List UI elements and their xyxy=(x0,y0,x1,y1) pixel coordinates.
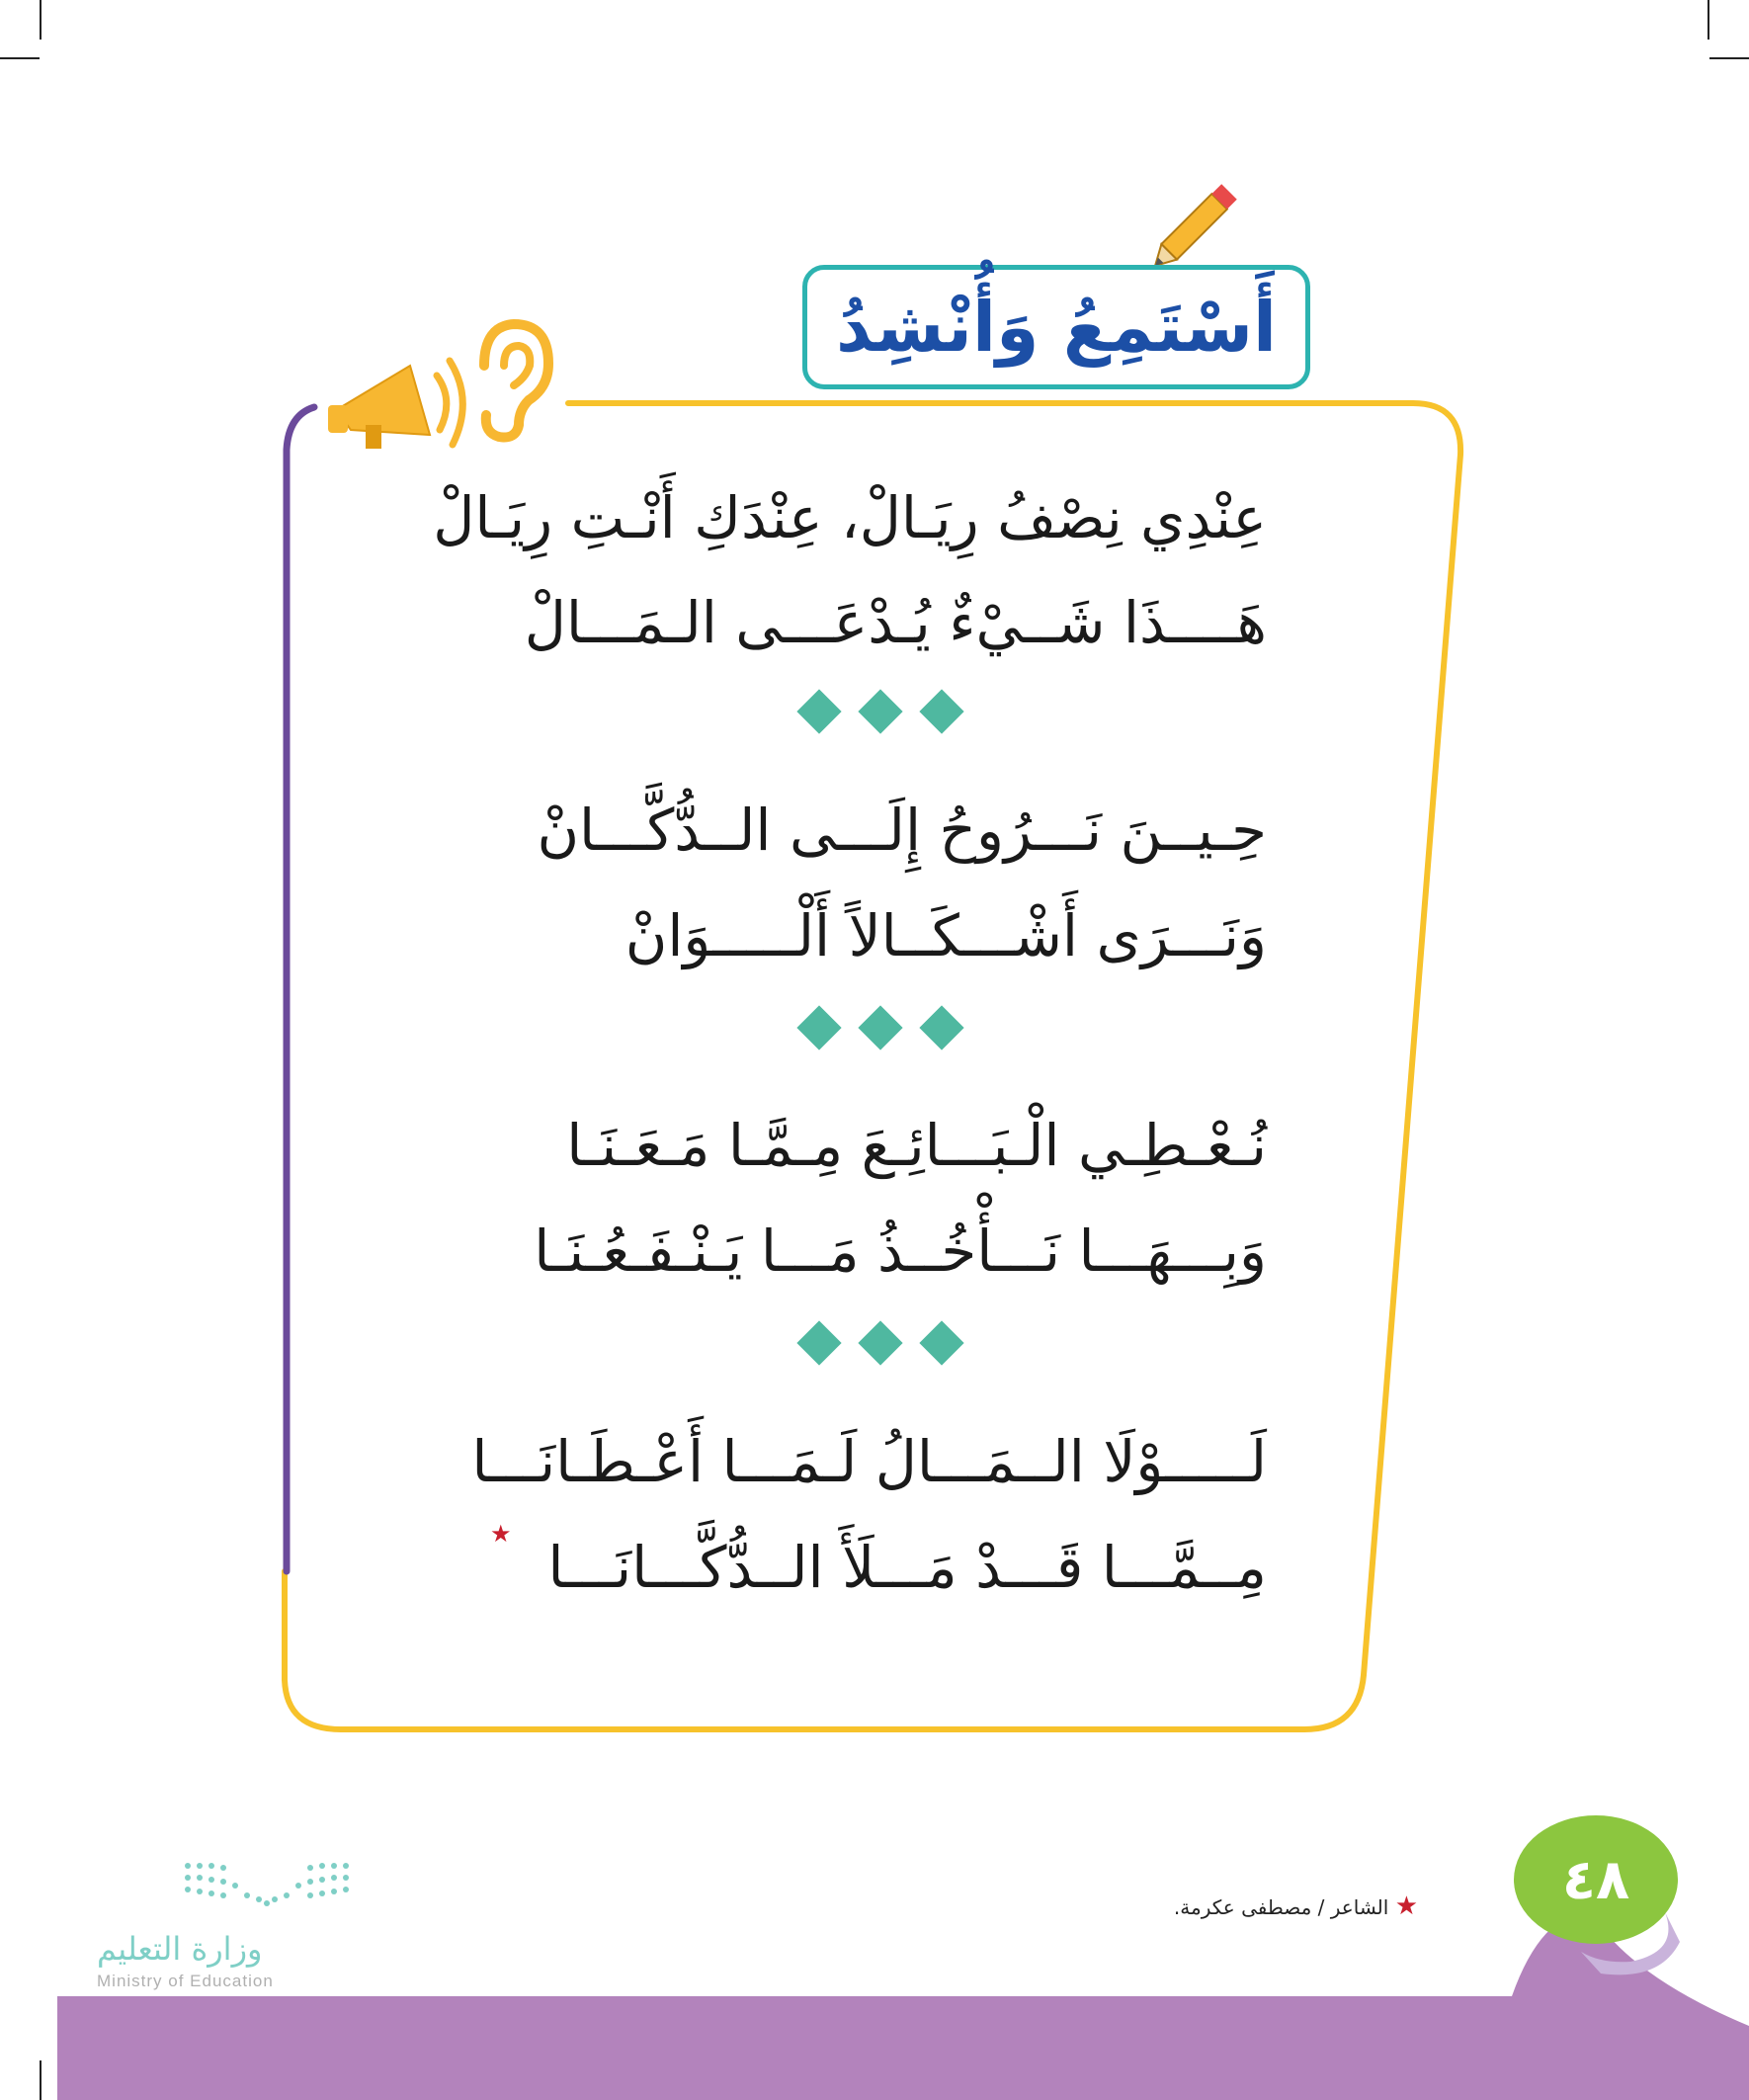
diamond-separator-icon xyxy=(858,1005,902,1050)
poem-frame-accent xyxy=(287,407,314,1571)
star-icon: ★ xyxy=(1394,1891,1418,1921)
star-icon: ★ xyxy=(490,1520,512,1548)
diamond-separator-icon xyxy=(796,1320,841,1365)
poem-line: وَنَـــرَى أَشْـــكَــالاً أَلْـــــوَانْ xyxy=(625,902,1267,969)
ministry-name-arabic: وزارة التعليم xyxy=(97,1930,263,1968)
diamond-separator-icon xyxy=(796,1005,841,1050)
bottom-band xyxy=(57,1912,1749,2100)
poem-line: عِنْدِي نِصْفُ رِيَـالْ، عِنْدَكِ أَنْـتِ رِيَـالْ xyxy=(433,484,1267,551)
section-title: أَسْتَمِعُ وَأُنْشِدُ xyxy=(836,287,1277,368)
footnote-text: الشاعر / مصطفى عكرمة. xyxy=(1173,1895,1389,1919)
diamond-separator-icon xyxy=(919,1320,963,1365)
poem-line: لَـــــوْلَا الــمَـــالُ لَـمَـــا أَعْـطَـانَـــا xyxy=(471,1428,1267,1495)
diamond-separator-icon xyxy=(858,689,902,733)
stanza-separator xyxy=(795,688,973,737)
pencil-icon xyxy=(1146,166,1255,275)
poem-line: مِــمَّـــا قَـــدْ مَـــلَأَ الــدُّكَّـــانَـــا xyxy=(547,1534,1267,1601)
diamond-separator-icon xyxy=(919,1005,963,1050)
diamond-separator-icon xyxy=(858,1320,902,1365)
footnote xyxy=(1174,1891,1418,1921)
ministry-logo-icon xyxy=(178,1856,356,1915)
poem-line: نُـعْـطِـي الْـبَـــائِـعَ مِـمَّـا مَـعَـنَـا xyxy=(566,1112,1267,1179)
stanza-separator xyxy=(795,1319,973,1369)
diamond-separator-icon xyxy=(919,689,963,733)
poem-line: حِـيــنَ نَـــرُوحُ إِلَـــى الــدُّكَّـــانْ xyxy=(537,797,1267,864)
ministry-name-english: Ministry of Education xyxy=(97,1972,274,1990)
poem-line: وَبِـــهَـــا نَـــأْخُــذُ مَـــا يَـنْـفَـعُـنَـا xyxy=(534,1218,1267,1285)
page-badge-tail xyxy=(1571,1902,1690,1981)
ear-icon xyxy=(464,316,555,445)
poem-line: هَــــذَا شَــيْءٌ يُـدْعَـــى الـمَـــالْ xyxy=(524,589,1267,656)
diamond-separator-icon xyxy=(796,689,841,733)
page-number: ٤٨ xyxy=(1561,1847,1630,1912)
stanza-separator xyxy=(795,1004,973,1053)
section-title-box xyxy=(802,265,1310,389)
megaphone-icon xyxy=(326,346,474,455)
